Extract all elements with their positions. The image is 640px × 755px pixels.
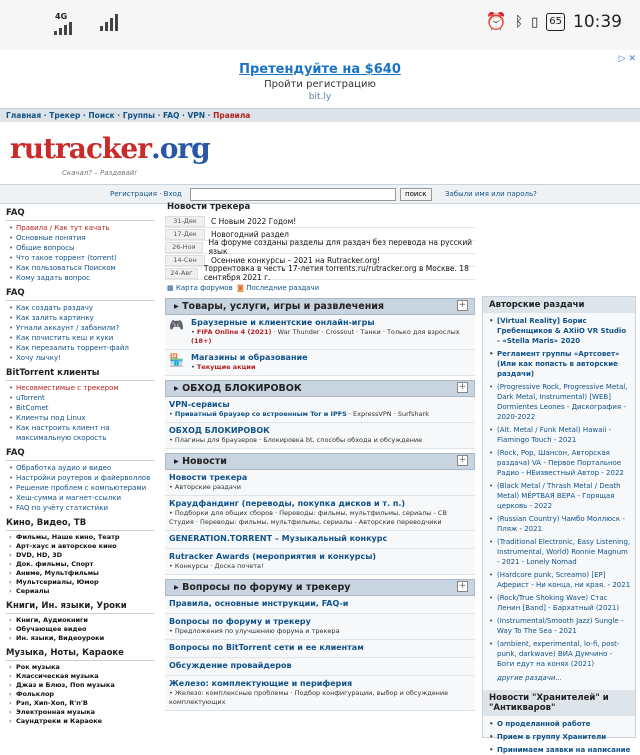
forum-row <box>165 496 475 531</box>
kino-link[interactable]: › Аниме, Мультфильмы <box>16 569 160 578</box>
bluetooth-icon: ᛒ <box>514 14 524 30</box>
bt-link[interactable]: • Клиенты под Linux <box>16 413 160 423</box>
battery-icon: 65 <box>546 13 565 31</box>
subforums: • Приватный браузер со встроенным Tor и IPFS · ExpressVPN · Surfshark <box>169 410 429 418</box>
release-link[interactable]: • (Black Metal / Thrash Metal / Death Metal) МЁРТВАЯ ВЕРА - Горящая церковь - 2022 <box>497 481 631 511</box>
signal-icon-2 <box>100 14 118 31</box>
category-header[interactable] <box>165 453 475 470</box>
auth-links <box>110 190 182 198</box>
logo-domain: .org <box>150 132 210 165</box>
author-releases-heading: Авторские раздачи <box>483 297 635 313</box>
subforums: • Авторские раздачи <box>169 483 241 491</box>
top-nav-links[interactable]: Главная · Трекер · Поиск · Группы · FAQ · VPN · <box>6 111 214 120</box>
ad-title[interactable]: Претендуйте на $640 <box>239 62 401 77</box>
forum-title[interactable]: Вопросы по BitTorrent сети и ее клиентам <box>169 643 364 652</box>
faq-link[interactable]: • Кому задать вопрос <box>16 273 160 283</box>
forum-row <box>165 676 475 711</box>
right-sidebar <box>482 296 636 754</box>
subforum-list[interactable]: Предложения по улучшению форума и трекера <box>174 627 340 635</box>
alarm-icon: ⏰ <box>485 12 507 32</box>
release-link[interactable]: • (Alt. Metal / Funk Metal) Hawaii - Flamingo Touch - 2021 <box>497 425 631 445</box>
subforums: • Текущие акции <box>191 363 256 371</box>
release-link[interactable]: • (Rock/True Shoking Wave) Стас Ленин [Band] - Бархатный (2021) <box>497 593 631 613</box>
category-title: Товары, услуги, игры и развлечения <box>182 301 385 312</box>
forum-title[interactable]: GENERATION.TORRENT – Музыкальный конкурс <box>169 534 388 543</box>
news-link[interactable]: На форуме созданы разделы для раздач без перевода на русский язык <box>208 238 473 256</box>
forum-row <box>165 531 475 549</box>
site-logo[interactable] <box>10 132 210 165</box>
forgot-password-link[interactable]: Забыли имя или пароль? <box>445 190 537 198</box>
music-link[interactable]: › Электронная музыка <box>16 708 160 717</box>
ad-info-icon[interactable]: ▷ ✕ <box>618 54 636 64</box>
subforum-list[interactable]: Железо: комплексные проблемы · Подбор конфигурации, выбор и обсуждение комплектующих <box>169 689 449 706</box>
faq-link[interactable]: • Что такое торрент (torrent) <box>16 253 160 263</box>
subforum-adult[interactable]: (18+) <box>191 337 212 345</box>
subforum-list[interactable]: Плагины для браузеров · Блокировка bt, способы обхода и обсуждение <box>174 436 423 444</box>
news-date: 17-Дек <box>165 229 205 240</box>
release-link[interactable]: • (Rock, Pop, Шансон, Авторская раздача) VA - Первое Портальное Радио - НЕизвестный Автор - 2022 <box>497 448 631 478</box>
release-link[interactable]: • (ambient, experimental, lo-fi, post-punk, darkwave) ВИА Думчино - Боги едут на конях (2021) <box>497 639 631 669</box>
release-link[interactable]: • (Russian Country) Чамбо Моллюск - Пляж - 2021 <box>497 514 631 534</box>
kino-link[interactable]: › Фильмы, Наше кино, Театр <box>16 533 160 542</box>
ad-url: bit.ly <box>308 92 332 102</box>
search-button[interactable]: поиск <box>400 188 432 201</box>
release-link[interactable]: • (Hardcore punk, Screamo) [EP] Аферист - Ни конца, ни края. - 2021 <box>497 570 631 590</box>
faq2-heading: FAQ <box>6 288 154 301</box>
subforums: • FIFA Online 4 (2021) · War Thunder · Crossout · Танки · Только для взрослых (18+) <box>191 328 460 345</box>
books-link[interactable]: › Книги, Аудиокниги <box>16 616 160 625</box>
faq3-link[interactable]: • FAQ по учёту статистики <box>16 503 160 513</box>
news-link[interactable]: Торрентовка в честь 17-летия torrents.ru/rutracker.org в Москве. 18 сентября 2021 г. <box>203 264 469 282</box>
ad-subtitle: Пройти регистрацию <box>264 79 376 90</box>
latest-releases-link[interactable]: Последние раздачи <box>246 284 320 292</box>
collapse-icon[interactable]: ▸ <box>174 301 183 312</box>
forum-row <box>165 315 475 350</box>
forum-list <box>165 294 475 711</box>
music-link[interactable]: › Джаз и Блюз, Поп музыка <box>16 681 160 690</box>
top-nav-rules[interactable]: Правила <box>213 111 251 120</box>
logo-text: rutracker <box>10 132 151 165</box>
expand-button[interactable]: + <box>458 382 467 392</box>
forum-title[interactable]: Краудфандинг (переводы, покупка дисков и т. п.) <box>169 499 406 508</box>
news-link[interactable]: Новогодний раздел <box>211 229 289 239</box>
news-heading: Новости трекера <box>167 202 251 212</box>
forum-title[interactable]: ОБХОД БЛОКИРОВОК <box>169 426 270 435</box>
subforums: • Плагины для браузеров · Блокировка bt, способы обхода и обсуждение <box>169 436 423 444</box>
login-link[interactable]: Вход <box>163 190 182 198</box>
expand-button[interactable]: + <box>458 455 467 465</box>
collapse-icon[interactable]: ▸ <box>174 582 183 593</box>
forum-row <box>165 423 475 449</box>
music-link[interactable]: › Фольклор <box>16 690 160 699</box>
kino-link[interactable]: › Арт-хаус и авторское кино <box>16 542 160 551</box>
faq3-link[interactable]: • Решение проблем с компьютерами <box>16 483 160 493</box>
faq2-link[interactable]: • Как создать раздачу <box>16 303 160 313</box>
kino-link[interactable]: › Док. фильмы, Спорт <box>16 560 160 569</box>
bt-link[interactable]: • BitComet <box>16 403 160 413</box>
subforum-list[interactable]: Подборки для общих сборов · Переводы: фильмы, мультфильмы, сериалы - СВ Студия · Переводы: фильмы, мультфильмы, сериалы - Авторские переводчики <box>169 509 447 526</box>
books-heading: Книги, Ин. языки, Уроки <box>6 601 154 614</box>
release-link[interactable]: • (Instrumental/Smooth Jazz) Sungle - Way To The Sea - 2021 <box>497 616 631 636</box>
gamepad-icon: 🎮 <box>169 318 184 332</box>
forum-title[interactable]: Магазины и образование <box>191 353 308 362</box>
category-title: Новости <box>182 456 227 467</box>
news-date: 14-Сен <box>165 255 205 266</box>
status-bar <box>0 0 640 50</box>
expand-button[interactable]: + <box>458 581 467 591</box>
news-link[interactable]: Осенние конкурсы – 2021 на Rutracker.org! <box>211 255 381 265</box>
forum-map-icon: ▦ <box>167 284 174 292</box>
forum-row <box>165 640 475 658</box>
faq3-link[interactable]: • Хеш-сумма и магнет-ссылки <box>16 493 160 503</box>
books-link[interactable]: › Ин. языки, Видеоуроки <box>16 634 160 643</box>
kino-link[interactable]: › Мультсериалы, Юмор <box>16 578 160 587</box>
forum-row <box>165 470 475 496</box>
forum-title[interactable]: Новости трекера <box>169 473 248 482</box>
release-link[interactable]: • (Progressive Rock, Progressive Metal, Dark Metal, Instrumental) [WEB] Dormientes Leones - Дискография - 2020-2022 <box>497 382 631 422</box>
more-releases-link[interactable]: другие раздачи... <box>497 674 563 682</box>
forum-row <box>165 614 475 640</box>
network-type: 4G <box>55 12 68 21</box>
forum-row <box>165 397 475 423</box>
news-date: 31-Дек <box>165 216 205 227</box>
news-row <box>165 238 475 256</box>
news-row <box>165 215 475 228</box>
subforums: • Конкурсы · Доска почета! <box>169 562 264 570</box>
forum-row <box>165 596 475 614</box>
subforum-list[interactable]: · ExpressVPN · Surfshark <box>346 410 429 418</box>
subforum-highlight[interactable]: FIFA Online 4 (2021) <box>196 328 272 336</box>
books-link[interactable]: › Обучающее видео <box>16 625 160 634</box>
shop-icon: 🏪 <box>169 353 184 367</box>
subforums: • Железо: комплексные проблемы · Подбор конфигурации, выбор и обсуждение комплектующих <box>169 689 449 706</box>
category-title: Вопросы по форуму и трекеру <box>182 582 351 593</box>
music-link[interactable]: › Рэп, Хип-Хоп, R'n'B <box>16 699 160 708</box>
ad-banner[interactable] <box>0 50 640 108</box>
music-heading: Музыка, Ноты, Караоке <box>6 648 154 661</box>
forum-title[interactable]: Вопросы по форуму и трекеру <box>169 617 311 626</box>
bt-link[interactable]: • Несовместимые с трекером <box>16 383 160 393</box>
rss-icon: ◙ <box>237 284 244 292</box>
faq3-link[interactable]: • Обработка аудио и видео <box>16 463 160 473</box>
subforum-list[interactable]: Авторские раздачи <box>174 483 241 491</box>
forum-title[interactable]: Браузерные и клиентские онлайн-игры <box>191 318 375 327</box>
category-header[interactable] <box>165 579 475 596</box>
music-link[interactable]: › Саундтреки и Караоке <box>16 717 160 726</box>
category-title: ОБХОД БЛОКИРОВОК <box>182 383 302 394</box>
news-date: 26-Ноя <box>165 242 203 253</box>
bt-heading: BitTorrent клиенты <box>6 368 154 381</box>
faq3-heading: FAQ <box>6 448 154 461</box>
collapse-icon[interactable]: ▸ <box>174 456 183 467</box>
keepers-link[interactable]: • О проделанной работе <box>497 719 631 729</box>
expand-button[interactable]: + <box>458 300 467 310</box>
faq-link[interactable]: • Общие вопросы <box>16 243 160 253</box>
release-link[interactable]: • Регламент группы «Артсовет» (Или как попасть в авторские раздачи) <box>497 349 631 379</box>
forum-row <box>165 350 475 376</box>
kino-link[interactable]: › Сериалы <box>16 587 160 596</box>
news-row <box>165 264 475 282</box>
register-link[interactable]: Регистрация <box>110 190 157 198</box>
bt-link[interactable]: • uTorrent <box>16 393 160 403</box>
forum-map-link[interactable]: Карта форумов <box>175 284 233 292</box>
forum-title[interactable]: Rutracker Awards (мероприятия и конкурсы) <box>169 552 377 561</box>
subforum-highlight[interactable]: Приватный браузер со встроенным Tor и IPFS <box>174 410 347 418</box>
bt-link[interactable]: • Как настроить клиент на максимальную скорость <box>16 423 160 443</box>
music-link[interactable]: › Рок музыка <box>16 663 160 672</box>
music-link[interactable]: › Классическая музыка <box>16 672 160 681</box>
keepers-link[interactable]: • Прием в группу Хранители <box>497 732 631 742</box>
news-link[interactable]: С Новым 2022 Годом! <box>211 216 297 226</box>
logo-slogan: Скачал? – Раздавай! <box>62 169 138 177</box>
vibrate-icon: ▯ <box>531 14 539 30</box>
category-header[interactable] <box>165 298 475 315</box>
site-header <box>0 122 640 184</box>
faq-link[interactable]: • Правила / Как тут качать <box>16 223 160 233</box>
subforums: • Подборки для общих сборов · Переводы: фильмы, мультфильмы, сериалы - СВ Студия · Переводы: фильмы, мультфильмы, сериалы - Авторские переводчики <box>169 509 447 526</box>
subforum-list[interactable]: Конкурсы · Доска почета! <box>174 562 264 570</box>
keepers-link[interactable]: • Принимаем заявки на написание <box>497 745 631 755</box>
subforums: • Предложения по улучшению форума и трекера <box>169 627 340 635</box>
release-link[interactable]: • [Virtual Reality] Борис Гребенщиков & AXiiO VR Studio - «Stella Maris» 2020 <box>497 316 631 346</box>
faq-link[interactable]: • Основные понятия <box>16 233 160 243</box>
faq2-link[interactable]: • Хочу лычку! <box>16 353 160 363</box>
kino-heading: Кино, Видео, ТВ <box>6 518 154 531</box>
subforum-link[interactable]: Текущие акции <box>196 363 256 371</box>
forum-row <box>165 658 475 676</box>
faq2-link[interactable]: • Как залить картинку <box>16 313 160 323</box>
forum-title[interactable]: Правила, основные инструкции, FAQ-и <box>169 599 349 608</box>
signal-icon <box>54 22 72 35</box>
left-sidebar <box>0 203 160 738</box>
subforum-list[interactable]: · War Thunder · Crossout · Танки · Только для взрослых <box>271 328 460 336</box>
separator: · <box>159 190 162 198</box>
faq2-link[interactable]: • Угнали аккаунт / забанили? <box>16 323 160 333</box>
faq2-link[interactable]: • Как перезалить торрент-файл <box>16 343 160 353</box>
release-link[interactable]: • (Traditional Electronic, Easy Listening, Instrumental, World) Ronnie Magnum - 2021 - Lonely Nomad <box>497 537 631 567</box>
keepers-news-heading: Новости "Хранителей" и "Антикваров" <box>483 690 635 716</box>
faq3-link[interactable]: • Настройки роутеров и файерволлов <box>16 473 160 483</box>
forum-row <box>165 549 475 575</box>
category-header[interactable] <box>165 380 475 397</box>
forum-title[interactable]: Обсуждение провайдеров <box>169 661 292 670</box>
forum-title[interactable]: Железо: комплектующие и периферия <box>169 679 353 688</box>
faq-link[interactable]: • Как пользоваться Поиском <box>16 263 160 273</box>
faq-heading: FAQ <box>6 208 154 221</box>
collapse-icon[interactable]: ▸ <box>174 383 183 394</box>
tracker-news <box>165 199 475 296</box>
forum-title[interactable]: VPN-сервисы <box>169 400 230 409</box>
kino-link[interactable]: › DVD, HD, 3D <box>16 551 160 560</box>
clock: 10:39 <box>573 12 622 32</box>
news-date: 24-Авг <box>165 268 198 279</box>
faq2-link[interactable]: • Как почистить кеш и куки <box>16 333 160 343</box>
top-nav <box>0 108 640 122</box>
